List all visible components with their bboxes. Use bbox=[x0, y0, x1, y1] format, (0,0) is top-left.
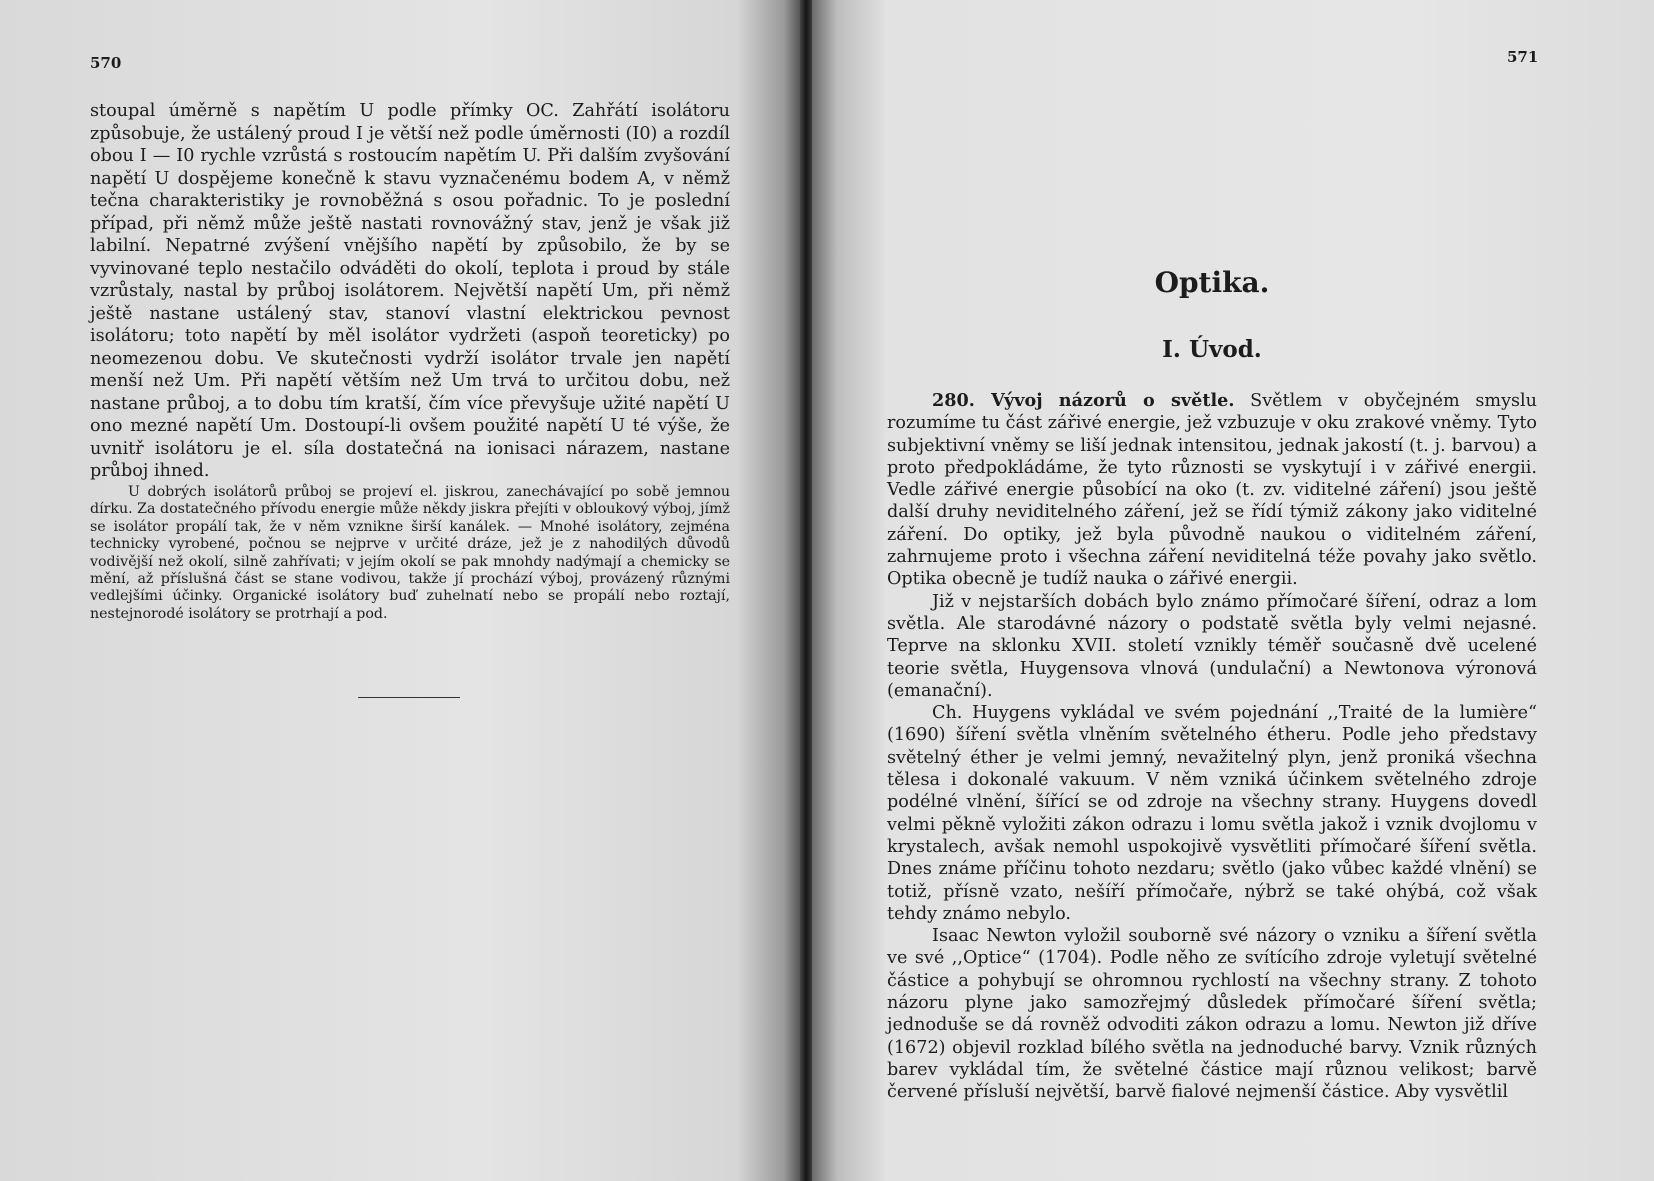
paragraph-3: Ch. Huygens vykládal ve svém pojednání ,,Traité de la lumière“ (1690) šíření světla vlněním světelného étheru. Podle jeho představy světelný éther je velmi jemný, nevažitelný plyn, jenž proniká všechna tělesa i dokonalé vakuum. V něm vzniká účinkem světelného zdroje podélné vlnění, šířící se od zdroje na všechny strany. Huygens dovedl velmi pěkně vyložiti zákon odrazu i lomu světla jakož i vznik dvojlomu v krystalech, avšak nemohl uspokojivě vysvětliti přímočaré šíření světla. Dnes známe příčinu tohoto nezdaru; světlo (jako vůbec každé vlnění) se totiž, přísně vzato, nešíří přímočaře, nýbrž se také ohýbá, což však tehdy známo nebylo. bbox=[887, 703, 1537, 924]
part-title: Optika. bbox=[1154, 266, 1270, 299]
paragraph-4: Isaac Newton vyložil souborně své názory o vzniku a šíření světla ve své ,,Optice“ (1704). Podle něho ze svítícího zdroje vyletují světelné částice a pohybují se ohromnou rychlostí na všechny strany. Z tohoto názoru plyne jako samozřejmý důsledek přímočaré šíření světla; jednoduše se dá rovněž odvoditi zákon odrazu a lomu. Newton již dříve (1672) objevil rozklad bílého světla na jednoduché barvy. Vznik různých barev vykládal tím, že světelné částice mají různou velikost; barvě červené přísluší největší, barvě fialové nejmenší částice. Aby vysvětlil bbox=[887, 926, 1537, 1103]
small-print-paragraph: U dobrých isolátorů průboj se projeví el. jiskrou, zanechávající po sobě jemnou dírku. Za dostatečného přívodu energie může někdy jiskra přejíti v obloukový výboj, jímž se isolátor propálí tak, že v něm vznikne širší kanálek. — Mnohé isolátory, zejména technicky vyrobené, počnou se nejprve v určité dráze, jež je z nahodilých důvodů vodivější než okolí, silně zahřívati; v jejím okolí se pak mnohdy nadýmají a chemicky se mění, až příslušná část se stane vodivou, takže jí prochází výboj, provázený různými vedlejšími účinky. Organické isolátory buď zuhelnatí nebo se propálí nebo roztají, nestejnorodé isolátory se protrhají a pod. bbox=[90, 484, 730, 622]
paragraph-1 bbox=[887, 390, 1537, 591]
left-page bbox=[0, 0, 800, 1181]
paragraph-text: Světlem v obyčejném smyslu rozumíme tu část zářivé energie, jež vzbuzuje v oku zrakové vněmy. Tyto subjektivní vněmy se liší jednak intensitou, jednak jakostí (t. j. barvou) a proto předpokládáme, že tyto různosti se vyskytují i v zářivé energii. Vedle zářivé energie působící na oko (t. zv. viditelné záření) jsou ještě další druhy neviditelného záření, jež se řídí týmiž zákony jako viditelné záření. Do optiky, jež byla původně naukou o viditelném záření, zahrnujeme proto i všechna záření neviditelná téže povahy jako světlo. Optika obecně je tudíž nauka o zářivé energii. bbox=[887, 391, 1538, 590]
section-heading: 280. Vývoj názorů o světle. bbox=[932, 390, 1235, 411]
right-body-text bbox=[887, 390, 1537, 1104]
page-number-right: 571 bbox=[1507, 48, 1539, 66]
paragraph-2: Již v nejstarších dobách bylo známo přímočaré šíření, odraz a lom světla. Ale starodávné názory o podstatě světla byly velmi nejasné. Teprve na sklonku XVII. století vznikly téměř současně dvě ucelené teorie světla, Huygensova vlnová (undulační) a Newtonova výronová (emanační). bbox=[887, 591, 1537, 701]
page-number-left: 570 bbox=[90, 54, 122, 72]
right-page bbox=[812, 0, 1654, 1181]
body-paragraph: stoupal úměrně s napětím U podle přímky OC. Zahřátí isolátoru způsobuje, že ustálený proud I je větší než podle úměrnosti (I0) a rozdíl obou I — I0 rychle vzrůstá s rostoucím napětím U. Při dalším zvyšování napětí U dospějeme konečně k stavu vyznačenému bodem A, v němž tečna charakteristiky je rovnoběžná s osou pořadnic. To je poslední případ, při němž může ještě nastati rovnovážný stav, jenž je však již labilní. Nepatrné zvýšení vnějšího napětí by způsobilo, že by se vyvinované teplo nestačilo odváděti do okolí, teplota i proud by stále vzrůstaly, nastal by průboj isolátorem. Největší napětí Um, při němž ještě nastane ustálený stav, stanoví vlastní elektrickou pevnost isolátoru; toto napětí by měl isolátor vydržeti (aspoň teoreticky) po neomezenou dobu. Ve skutečnosti vydrží isolátor trvale jen napětí menší než Um. Při napětí větším než Um trvá to určitou dobu, než nastane průboj, a to dobu tím kratší, čím více převyšuje užité napětí U ono mezné napětí Um. Dostoupí-li ovšem použité napětí U té výše, že uvnitř isolátoru je el. síla dostatečná na ionisaci nárazem, nastane průboj ihned. bbox=[90, 101, 730, 481]
left-small-print bbox=[90, 484, 730, 623]
end-rule bbox=[358, 697, 460, 698]
left-body-text bbox=[90, 100, 730, 483]
chapter-title: I. Úvod. bbox=[1162, 336, 1262, 363]
book-gutter bbox=[800, 0, 812, 1181]
